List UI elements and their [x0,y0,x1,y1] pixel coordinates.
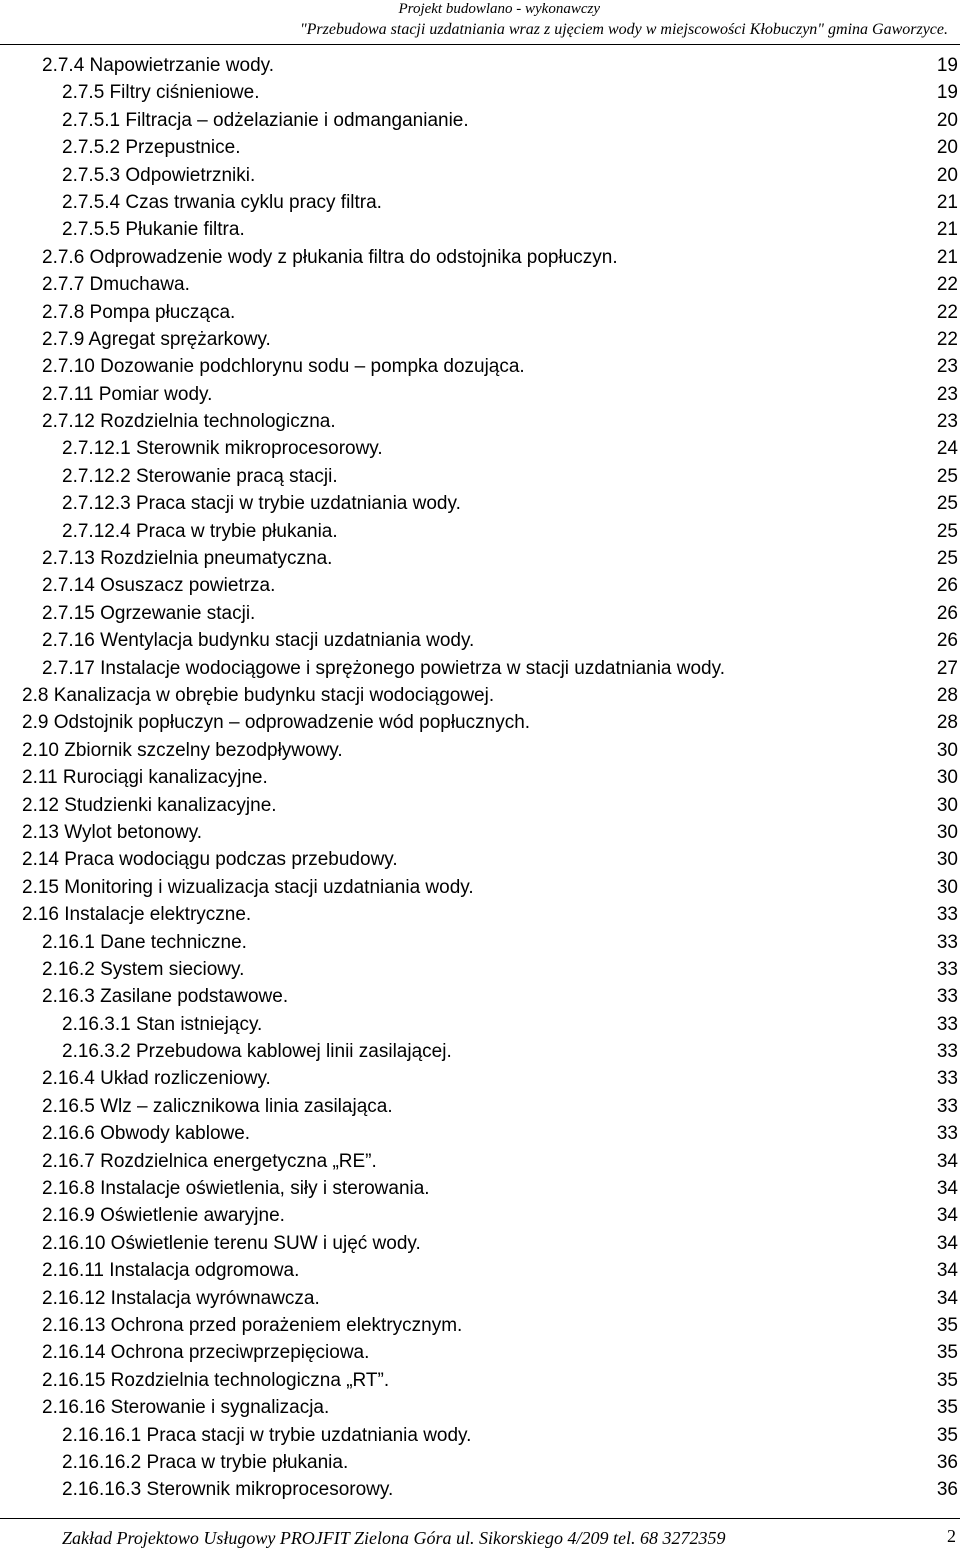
toc-entry-page: 35 [936,1342,958,1364]
toc-entry-page: 30 [936,794,958,816]
toc-entry[interactable] [0,1202,960,1229]
toc-entry-title: 2.16.16.2 Praca w trybie płukania. [62,1451,349,1473]
toc-entry[interactable] [0,1038,960,1065]
toc-entry[interactable] [0,983,960,1010]
toc-entry-page: 33 [936,1041,958,1063]
toc-entry-title: 2.16.16 Sterowanie i sygnalizacja. [42,1397,330,1419]
toc-entry-title: 2.11 Rurociągi kanalizacyjne. [22,767,268,789]
toc-entry-title: 2.7.12.3 Praca stacji w trybie uzdatniania wody. [62,493,461,515]
toc-entry-title: 2.16.10 Oświetlenie terenu SUW i ujęć wody. [42,1232,421,1254]
toc-entry[interactable] [0,244,960,271]
toc-entry-page: 22 [936,274,958,296]
toc-entry-page: 33 [936,958,958,980]
toc-entry[interactable] [0,627,960,654]
toc-entry-page: 35 [936,1424,958,1446]
toc-entry-page: 34 [936,1178,958,1200]
toc-entry-title: 2.16.15 Rozdzielnia technologiczna „RT”. [42,1369,390,1391]
toc-entry[interactable] [0,572,960,599]
toc-entry-title: 2.7.5.1 Filtracja – odżelazianie i odmanganianie. [62,109,469,131]
toc-entry-page: 28 [936,712,958,734]
toc-entry-page: 35 [936,1397,958,1419]
toc-entry-page: 34 [936,1205,958,1227]
toc-entry-title: 2.16.3.2 Przebudowa kablowej linii zasilającej. [62,1041,452,1063]
toc-entry-title: 2.16.13 Ochrona przed porażeniem elektrycznym. [42,1314,463,1336]
toc-entry[interactable] [0,1476,960,1503]
toc-entry-title: 2.7.4 Napowietrzanie wody. [42,55,274,76]
toc-entry[interactable] [0,737,960,764]
toc-entry-page: 35 [936,1314,958,1336]
toc-entry-title: 2.7.9 Agregat sprężarkowy. [42,328,271,350]
toc-entry-page: 20 [936,164,958,186]
toc-entry-title: 2.7.12.1 Sterownik mikroprocesorowy. [62,438,383,460]
toc-entry-title: 2.7.12.2 Sterowanie pracą stacji. [62,465,338,487]
toc-entry-title: 2.16.16.1 Praca stacji w trybie uzdatniania wody. [62,1424,472,1446]
toc-entry-title: 2.16.7 Rozdzielnica energetyczna „RE”. [42,1150,377,1172]
toc-entry-page: 26 [936,602,958,624]
toc-entry-title: 2.15 Monitoring i wizualizacja stacji uzdatniania wody. [22,876,474,898]
toc-entry-page: 36 [936,1451,958,1473]
toc-entry-page: 34 [936,1260,958,1282]
toc-entry-page: 23 [936,356,958,378]
toc-entry[interactable] [0,134,960,161]
toc-entry[interactable] [0,162,960,189]
toc-entry-title: 2.7.12 Rozdzielnia technologiczna. [42,411,336,433]
toc-entry[interactable] [0,764,960,791]
footer-company-info: Zakład Projektowo Usługowy PROJFIT Zielona Góra ul. Sikorskiego 4/209 tel. 68 3272359 [62,1528,726,1548]
toc-entry[interactable] [0,1257,960,1284]
toc-entry-title: 2.16.8 Instalacje oświetlenia, siły i sterowania. [42,1178,430,1200]
toc-entry[interactable] [0,490,960,517]
toc-entry-title: 2.16.1 Dane techniczne. [42,931,247,953]
toc-entry-title: 2.7.5 Filtry ciśnieniowe. [62,82,260,104]
page-footer [0,1518,960,1555]
toc-entry-page: 34 [936,1287,958,1309]
toc-entry-title: 2.7.10 Dozowanie podchlorynu sodu – pompka dozująca. [42,356,525,378]
toc-entry-page: 21 [936,246,958,268]
toc-entry-page: 19 [936,55,958,76]
toc-entry-title: 2.16 Instalacje elektryczne. [22,904,252,926]
toc-entry-title: 2.7.15 Ogrzewanie stacji. [42,602,256,624]
toc-entry-title: 2.16.14 Ochrona przeciwprzepięciowa. [42,1342,370,1364]
toc-entry-page: 24 [936,438,958,460]
toc-entry-title: 2.16.16.3 Sterownik mikroprocesorowy. [62,1479,394,1501]
toc-entry[interactable] [0,1148,960,1175]
toc-entry-title: 2.7.14 Osuszacz powietrza. [42,575,276,597]
toc-entry-page: 21 [936,191,958,213]
toc-entry-page: 36 [936,1479,958,1501]
toc-entry-page: 30 [936,767,958,789]
toc-entry-page: 26 [936,575,958,597]
toc-entry[interactable] [0,1394,960,1421]
toc-entry[interactable] [0,216,960,243]
toc-entry-page: 34 [936,1232,958,1254]
toc-entry-page: 23 [936,383,958,405]
toc-entry-title: 2.16.11 Instalacja odgromowa. [42,1260,300,1282]
toc-entry-page: 33 [936,1095,958,1117]
toc-entry-page: 33 [936,1013,958,1035]
toc-entry[interactable] [0,1312,960,1339]
toc-entry[interactable] [0,1175,960,1202]
toc-entry-page: 33 [936,931,958,953]
toc-entry[interactable] [0,1339,960,1366]
toc-entry[interactable] [0,956,960,983]
toc-entry-page: 25 [936,493,958,515]
toc-entry-page: 21 [936,219,958,241]
toc-entry[interactable] [0,107,960,134]
toc-entry[interactable] [0,1011,960,1038]
toc-entry-title: 2.7.12.4 Praca w trybie płukania. [62,520,338,542]
toc-entry-page: 19 [936,82,958,104]
toc-entry-page: 34 [936,1150,958,1172]
toc-entry[interactable] [0,600,960,627]
toc-entry-title: 2.16.4 Układ rozliczeniowy. [42,1068,271,1090]
toc-entry[interactable] [0,655,960,682]
toc-entry-page: 33 [936,1068,958,1090]
toc-entry[interactable] [0,189,960,216]
toc-entry[interactable] [0,1285,960,1312]
toc-entry[interactable] [0,1367,960,1394]
page-header [0,0,960,45]
toc-entry-title: 2.9 Odstojnik popłuczyn – odprowadzenie wód popłucznych. [22,712,531,734]
footer-page-number: 2 [947,1526,956,1546]
toc-entry-page: 30 [936,849,958,871]
toc-entry[interactable] [0,1120,960,1147]
toc-entry-title: 2.8 Kanalizacja w obrębie budynku stacji wodociągowej. [22,684,495,706]
toc-entry[interactable] [0,874,960,901]
toc-entry-title: 2.16.9 Oświetlenie awaryjne. [42,1205,285,1227]
toc-entry-title: 2.7.17 Instalacje wodociągowe i sprężonego powietrza w stacji uzdatniania wody. [42,657,725,679]
toc-entry-page: 25 [936,465,958,487]
toc-entry[interactable] [0,846,960,873]
toc-entry-title: 2.16.6 Obwody kablowe. [42,1123,251,1145]
header-project-title: "Przebudowa stacji uzdatniania wraz z ujęciem wody w miejscowości Kłobuczyn" gmina Gaworzyce. [299,21,948,38]
toc-entry[interactable] [0,381,960,408]
toc-entry[interactable] [0,1449,960,1476]
toc-entry[interactable] [0,463,960,490]
toc-entry-title: 2.10 Zbiornik szczelny bezodpływowy. [22,739,343,761]
toc-entry[interactable] [0,1230,960,1257]
toc-entry[interactable] [0,792,960,819]
toc-entry[interactable] [0,408,960,435]
toc-entry[interactable] [0,901,960,928]
header-project-type: Projekt budowlano - wykonawczy [398,1,600,17]
toc-entry-page: 22 [936,301,958,323]
toc-entry-title: 2.16.3.1 Stan istniejący. [62,1013,263,1035]
toc-entry[interactable] [0,929,960,956]
toc-entry-title: 2.7.13 Rozdzielnia pneumatyczna. [42,548,333,570]
toc-entry-page: 33 [936,904,958,926]
toc-entry-title: 2.12 Studzienki kanalizacyjne. [22,794,277,816]
toc-entry-title: 2.16.2 System sieciowy. [42,958,245,980]
toc-entry-page: 27 [936,657,958,679]
toc-entry[interactable] [0,1422,960,1449]
toc-entry-title: 2.7.16 Wentylacja budynku stacji uzdatniania wody. [42,630,475,652]
toc-entry[interactable] [0,518,960,545]
toc-entry-title: 2.16.5 Wlz – zalicznikowa linia zasilająca. [42,1095,393,1117]
toc-entry[interactable] [0,353,960,380]
toc-entry[interactable] [0,819,960,846]
toc-entry[interactable] [0,709,960,736]
toc-entry[interactable] [0,682,960,709]
toc-entry-title: 2.7.11 Pomiar wody. [42,383,213,405]
toc-entry-title: 2.7.5.4 Czas trwania cyklu pracy filtra. [62,191,382,213]
toc-entry-title: 2.7.5.3 Odpowietrzniki. [62,164,256,186]
toc-entry-title: 2.7.7 Dmuchawa. [42,274,190,296]
toc-entry-title: 2.7.6 Odprowadzenie wody z płukania filtra do odstojnika popłuczyn. [42,246,618,268]
table-of-contents [0,52,960,1504]
toc-entry-page: 30 [936,876,958,898]
toc-entry-page: 20 [936,137,958,159]
toc-entry[interactable] [0,435,960,462]
toc-entry-page: 33 [936,986,958,1008]
toc-entry-page: 25 [936,548,958,570]
toc-entry-page: 28 [936,684,958,706]
toc-entry-page: 22 [936,328,958,350]
toc-entry-title: 2.7.5.2 Przepustnice. [62,137,241,159]
toc-entry[interactable] [0,326,960,353]
toc-entry-page: 20 [936,109,958,131]
toc-entry-title: 2.16.3 Zasilane podstawowe. [42,986,289,1008]
toc-entry-page: 25 [936,520,958,542]
toc-entry-title: 2.7.5.5 Płukanie filtra. [62,219,245,241]
toc-entry[interactable] [0,1093,960,1120]
toc-entry-title: 2.14 Praca wodociągu podczas przebudowy. [22,849,398,871]
toc-entry-title: 2.16.12 Instalacja wyrównawcza. [42,1287,320,1309]
toc-entry-page: 30 [936,821,958,843]
toc-entry-page: 33 [936,1123,958,1145]
toc-entry[interactable] [0,545,960,572]
toc-entry[interactable] [0,271,960,298]
toc-entry-page: 23 [936,411,958,433]
toc-entry[interactable] [0,1065,960,1092]
toc-entry[interactable] [0,52,960,79]
toc-entry-page: 35 [936,1369,958,1391]
toc-entry-page: 30 [936,739,958,761]
toc-entry[interactable] [0,79,960,106]
toc-entry[interactable] [0,299,960,326]
toc-entry-title: 2.13 Wylot betonowy. [22,821,203,843]
toc-entry-title: 2.7.8 Pompa płucząca. [42,301,236,323]
toc-entry-page: 26 [936,630,958,652]
